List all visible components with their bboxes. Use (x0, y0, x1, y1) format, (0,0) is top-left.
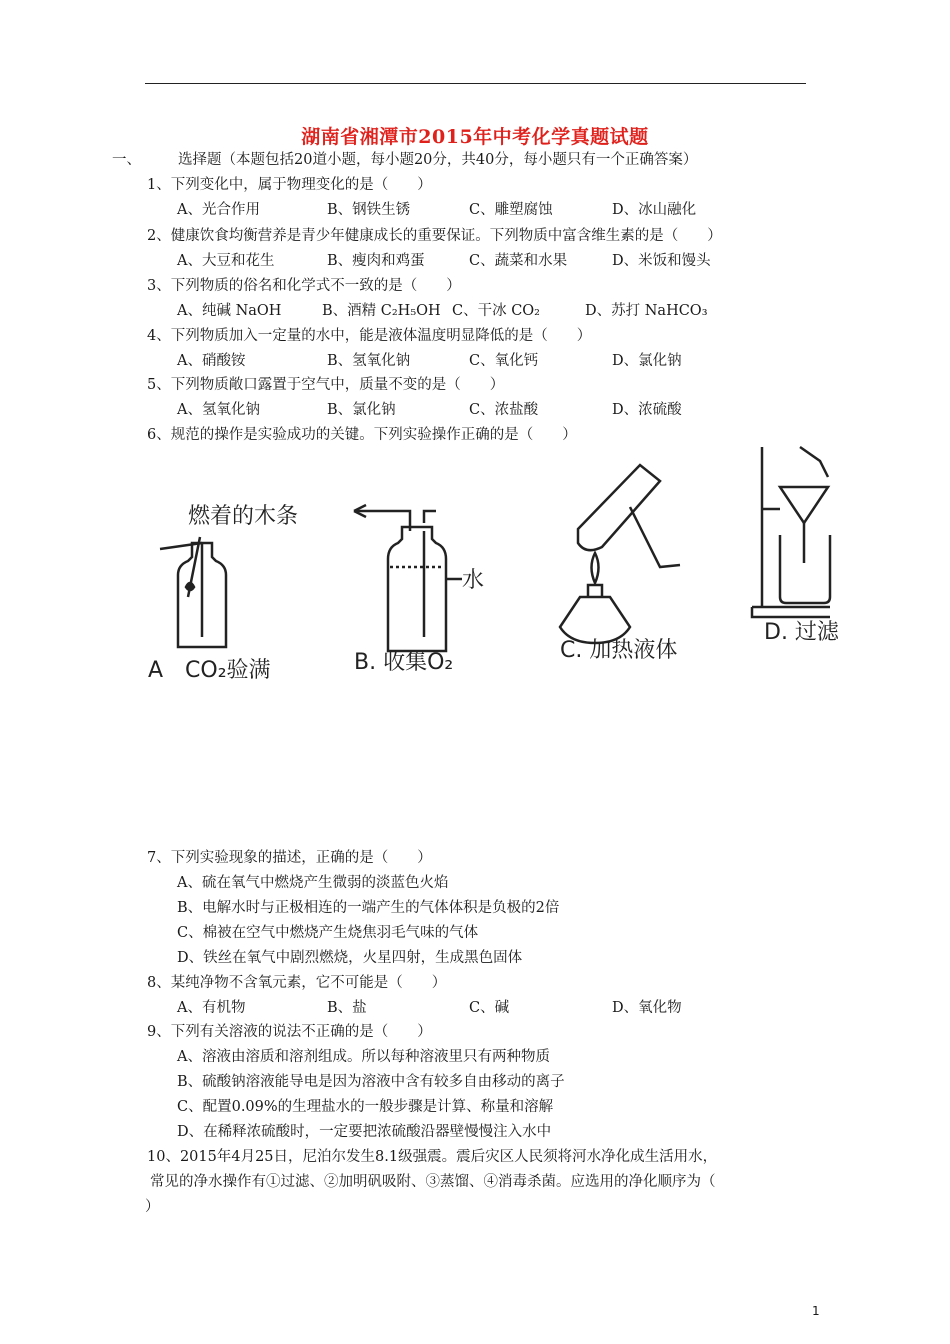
option: D、铁丝在氧气中剧烈燃烧，火星四射，生成黑色固体 (177, 950, 523, 966)
question-2: 2、健康饮食均衡营养是青少年健康成长的重要保证。下列物质中富含维生素的是（ ） (147, 228, 722, 244)
caption-c: C. 加热液体 (560, 638, 678, 663)
question-10-end: ） (145, 1199, 160, 1215)
option: B、盐 (327, 1000, 367, 1016)
section-heading: 选择题（本题包括20道小题，每小题20分，共40分，每小题只有一个正确答案） (178, 152, 698, 168)
option: C、浓盐酸 (469, 402, 539, 418)
option: A、有机物 (177, 1000, 246, 1016)
figure-c-apparatus (560, 465, 680, 643)
option: A、光合作用 (177, 202, 260, 218)
option: B、电解水时与正极相连的一端产生的气体体积是负极的2倍 (177, 900, 560, 916)
option: A、大豆和花生 (177, 253, 275, 269)
figure-a-bottle (160, 537, 226, 647)
section-number: 一、 (112, 152, 141, 168)
option: B、硫酸钠溶液能导电是因为溶液中含有较多自由移动的离子 (177, 1074, 565, 1090)
question-1: 1、下列变化中，属于物理变化的是（ ） (147, 177, 432, 193)
option: C、棉被在空气中燃烧产生烧焦羽毛气味的气体 (177, 925, 479, 941)
option: A、纯碱 NaOH (177, 303, 282, 319)
option: B、钢铁生锈 (327, 202, 411, 218)
page-number: 1 (812, 1304, 820, 1318)
question-6: 6、规范的操作是实验成功的关键。下列实验操作正确的是（ ） (147, 427, 577, 443)
option: C、氧化钙 (469, 353, 539, 369)
caption-d: D. 过滤 (764, 620, 839, 645)
question-10-continued: 常见的净水操作有①过滤、②加明矾吸附、③蒸馏、④消毒杀菌。应选用的净化顺序为（ (150, 1174, 716, 1190)
option: C、配置0.09%的生理盐水的一般步骤是计算、称量和溶解 (177, 1099, 554, 1115)
question-5: 5、下列物质敞口露置于空气中，质量不变的是（ ） (147, 377, 505, 393)
option: D、氯化钠 (612, 353, 682, 369)
option: A、溶液由溶质和溶剂组成。所以每种溶液里只有两种物质 (177, 1049, 550, 1065)
question-3: 3、下列物质的俗名和化学式不一致的是（ ） (147, 278, 461, 294)
option: A、氢氧化钠 (177, 402, 260, 418)
option: B、瘦肉和鸡蛋 (327, 253, 425, 269)
option: D、冰山融化 (612, 202, 697, 218)
caption-b: B. 收集O₂ (354, 650, 454, 675)
option: D、米饭和馒头 (612, 253, 711, 269)
label-burning-stick: 燃着的木条 (188, 504, 299, 529)
figure-d-apparatus (752, 447, 830, 617)
question-7: 7、下列实验现象的描述，正确的是（ ） (147, 850, 432, 866)
option: C、雕塑腐蚀 (469, 202, 553, 218)
caption-a: A CO₂验满 (148, 658, 271, 683)
question-4: 4、下列物质加入一定量的水中，能是液体温度明显降低的是（ ） (147, 328, 592, 344)
option: A、硝酸铵 (177, 353, 246, 369)
option: C、蔬菜和水果 (469, 253, 568, 269)
option: B、氯化钠 (327, 402, 396, 418)
option: B、酒精 C₂H₅OH (322, 303, 441, 319)
option: D、浓硫酸 (612, 402, 682, 418)
option: A、硫在氧气中燃烧产生微弱的淡蓝色火焰 (177, 875, 449, 891)
option: D、在稀释浓硫酸时，一定要把浓硫酸沿器壁慢慢注入水中 (177, 1124, 552, 1140)
question-9: 9、下列有关溶液的说法不正确的是（ ） (147, 1024, 432, 1040)
page-title: 湖南省湘潭市2015年中考化学真题试题 (301, 126, 649, 148)
option: D、苏打 NaHCO₃ (585, 303, 708, 319)
option: C、碱 (469, 1000, 510, 1016)
label-water: 水 (462, 568, 485, 593)
option: B、氢氧化钠 (327, 353, 411, 369)
figure-b-bottle (354, 505, 462, 651)
question-8: 8、某纯净物不含氧元素，它不可能是（ ） (147, 975, 447, 991)
option: D、氧化物 (612, 1000, 682, 1016)
question-10: 10、2015年4月25日，尼泊尔发生8.1级强震。震后灾区人民须将河水净化成生活用水， (147, 1149, 718, 1165)
lab-operations-figure (140, 447, 839, 683)
header-rule (145, 83, 806, 84)
option: C、干冰 CO₂ (452, 303, 540, 319)
